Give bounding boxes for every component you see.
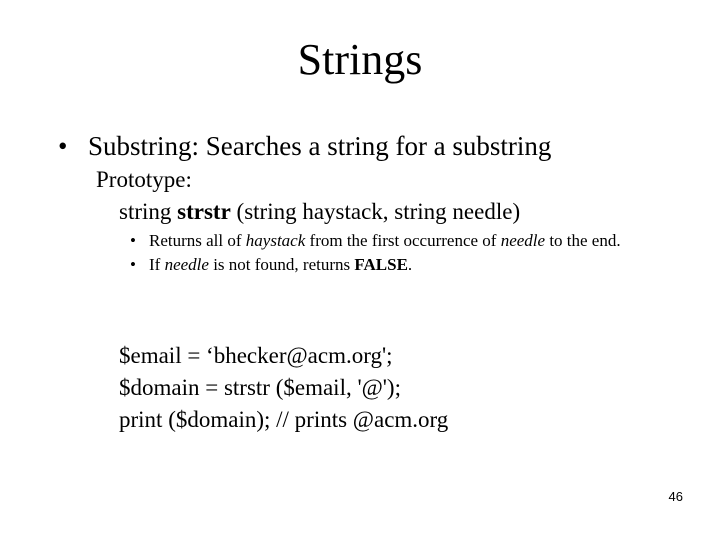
sub-bullet-italic: needle <box>164 255 209 274</box>
sub-bullet-list <box>130 230 660 275</box>
signature-prefix: string <box>119 199 178 224</box>
bullet-text: Substring: Searches a string for a substring <box>88 131 552 161</box>
sub-bullet-text: is not found, returns <box>208 255 355 274</box>
sub-bullet-italic: needle <box>500 231 546 250</box>
signature-function-name: strstr <box>177 199 231 224</box>
sub-bullet-marker: • <box>130 231 136 250</box>
sub-bullet-italic: haystack <box>245 231 306 250</box>
prototype-signature <box>119 198 520 226</box>
slide-title: Strings <box>297 35 423 84</box>
sub-bullet-text: Returns all of <box>149 231 246 250</box>
code-line: $domain = strstr ($email, '@'); <box>119 375 401 400</box>
sub-bullet-text: If <box>149 255 165 274</box>
prototype-label: Prototype: <box>96 167 192 192</box>
sub-bullet-text: from the first occurrence of <box>305 231 501 250</box>
sub-bullet-text: . <box>407 255 413 274</box>
main-bullet <box>58 129 551 163</box>
sub-bullet-bold: FALSE <box>354 255 408 274</box>
sub-bullet-text: to the end. <box>545 231 621 250</box>
bullet-marker: • <box>58 131 68 161</box>
sub-bullet-marker: • <box>130 255 136 274</box>
code-line: print ($domain); // prints @acm.org <box>119 407 449 432</box>
code-example <box>119 340 448 436</box>
sub-bullet-item <box>130 254 660 275</box>
code-line: $email = ‘bhecker@acm.org'; <box>119 343 393 368</box>
sub-bullet-item <box>130 230 660 251</box>
signature-suffix: (string haystack, string needle) <box>230 199 521 224</box>
page-number: 46 <box>668 489 683 504</box>
